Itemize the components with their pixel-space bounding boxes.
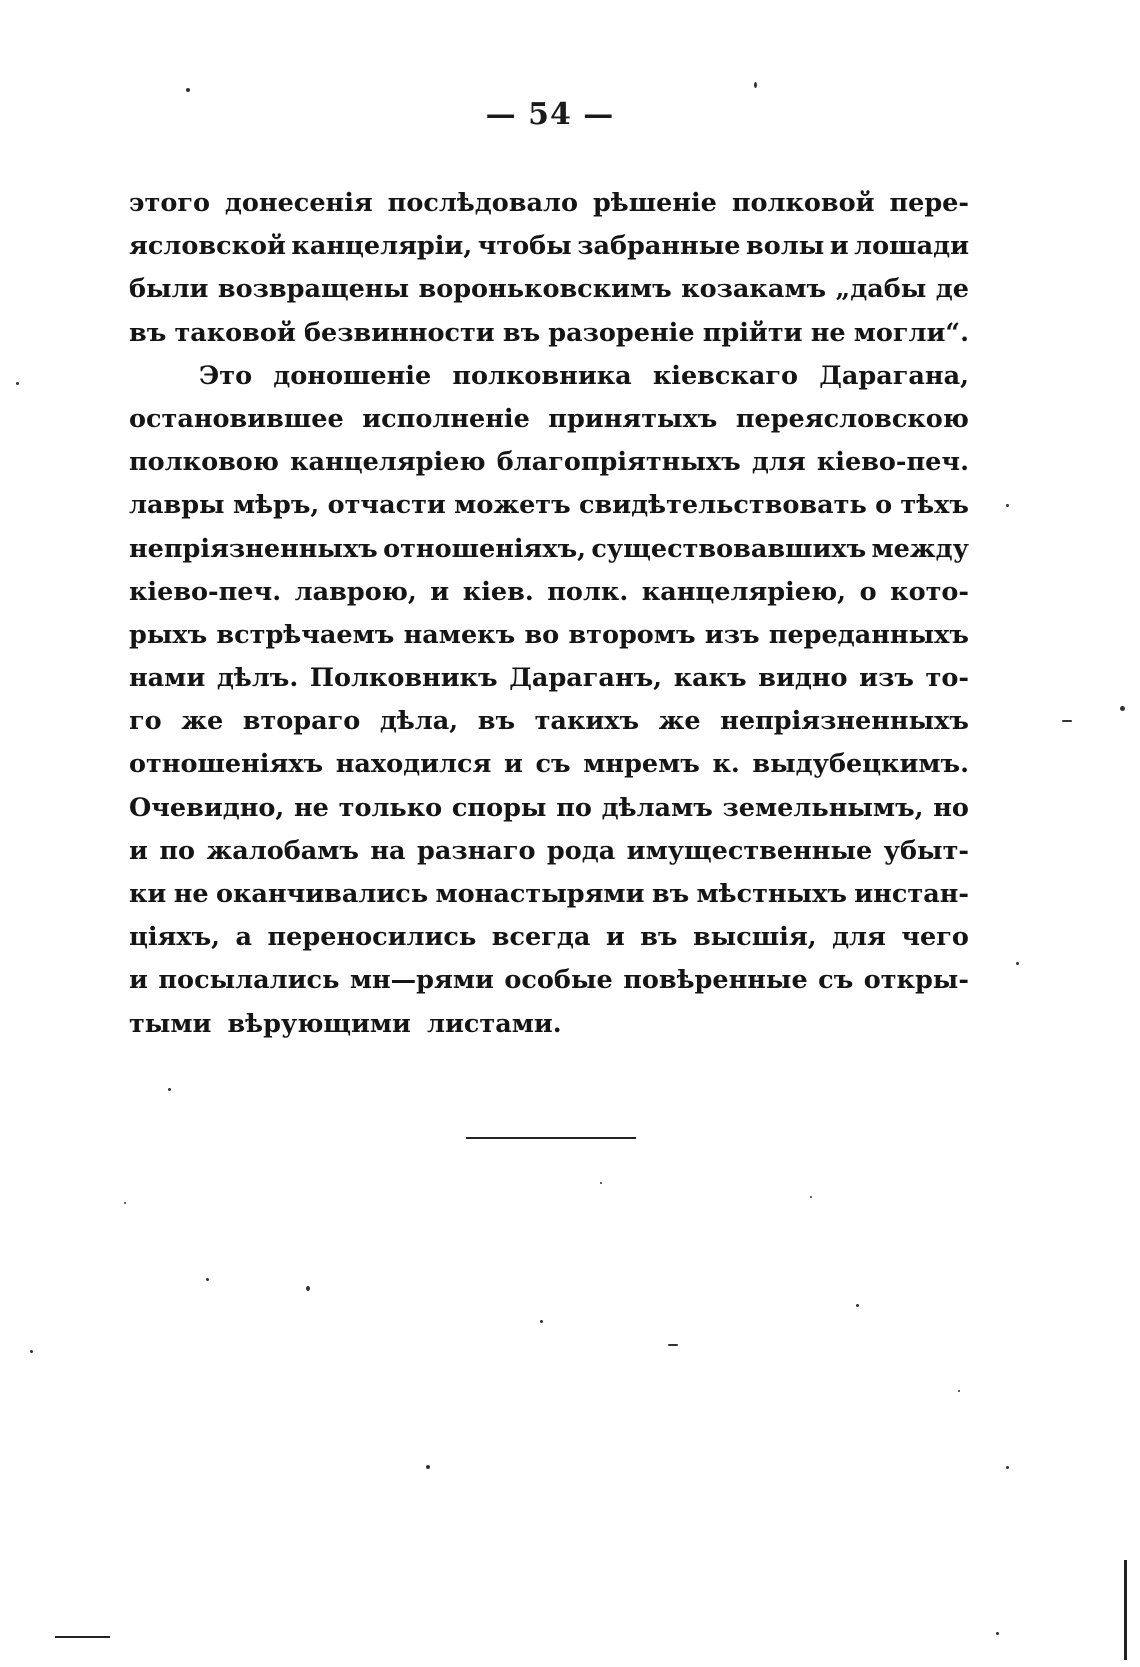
scan-speck [754,82,757,88]
word: нами [129,663,206,694]
word: тѣхъ [900,490,969,521]
word: то- [925,663,969,694]
word: свидѣтельствовать [578,490,867,521]
word: исполненіе [362,403,530,434]
text-line [129,830,969,873]
text-line [129,873,969,916]
text-line [129,441,969,484]
text-line [129,355,969,398]
word: чтобы [477,231,572,262]
scan-speck [1006,504,1009,507]
text-line [129,225,969,268]
word: полковою [129,447,279,478]
word: встрѣчаемъ [216,619,395,650]
scan-speck [16,382,19,385]
word: Дарагана, [819,360,969,391]
scan-speck [1062,720,1072,722]
word: лавры [129,490,225,521]
word: де [935,274,969,305]
word: для [832,922,886,953]
text-line [129,700,969,743]
word: втораго [242,706,361,737]
word: ціяхъ, [129,922,221,953]
scan-speck [810,1196,812,1198]
scan-speck [958,1390,960,1392]
word: рода [546,835,616,866]
scan-edge-shadow [1124,1560,1127,1660]
word: имущественные [626,835,873,866]
scan-speck [540,1320,543,1323]
word: ки [129,879,167,909]
word: изъ [704,619,760,650]
word: лошади [854,231,969,262]
word: во [524,619,560,650]
word: же [181,706,224,737]
word: но [933,792,969,823]
word: могли“. [853,317,969,348]
word: убыт- [883,835,969,866]
word: изъ [859,663,914,694]
body-text [129,182,969,1046]
word: козакамъ [681,274,827,305]
text-line [129,959,969,1002]
word: съ [535,749,571,780]
word: Дараганъ, [509,663,663,694]
word: чего [901,922,969,953]
word: всегда [491,922,591,953]
word: не [294,792,329,823]
scan-speck [1006,1466,1009,1469]
word: кіево-печ. [816,447,969,478]
word: дѣламъ [601,792,713,823]
word: переносились [267,922,477,953]
text-line [129,398,969,441]
word: въ [477,706,516,737]
word: вѣрующими [227,1008,411,1039]
scan-margin-mark [55,1636,110,1638]
word: дѣла, [379,706,459,737]
word: въ [640,922,678,953]
word: листами. [426,1008,562,1039]
word: принятыхъ [548,403,718,434]
scan-speck [426,1465,430,1469]
word: рыхъ [129,619,208,650]
word: и [129,965,148,996]
word: а [235,922,253,953]
scan-speck [30,1350,33,1353]
word: рѣшеніе [592,188,717,218]
word: разнаго [417,835,536,866]
word: посылались [158,965,340,996]
scan-speck [856,1304,859,1307]
word: повѣренные [623,965,808,996]
word: какъ [673,663,747,694]
word: кото- [890,576,969,607]
scan-speck [1016,962,1019,965]
word: такихъ [534,706,640,737]
word: таковой [174,317,296,348]
scan-speck [168,1088,171,1091]
word: намекъ [403,619,516,650]
word: о [875,490,893,521]
text-line [129,484,969,527]
word: Очевидно, [129,792,285,823]
word: отношеніяхъ [129,749,324,780]
word: для [751,447,806,478]
scan-speck [206,1278,209,1281]
word: канцеляріею, [641,576,847,607]
word: разореніе [548,317,695,348]
word: монастырями [435,879,645,909]
word: по [556,792,592,823]
word: лаврою, [294,576,417,607]
word: отчасти [327,490,446,521]
word: въ [129,317,167,348]
word: прійти [702,317,803,348]
word: непріязненныхъ [129,533,378,564]
word: же [658,706,701,737]
word: переясловскою [735,403,969,434]
text-line [129,571,969,614]
word: „дабы [835,274,927,305]
word: кіево-печ. [129,576,282,607]
word: дѣлъ. [216,663,299,694]
word: инстан- [854,879,969,909]
word: мѣстныхъ [696,879,847,909]
word: жалобамъ [206,835,359,866]
word: существовавшихъ [591,533,867,564]
word: были [129,274,209,305]
word: к. [712,749,740,780]
text-line [129,1003,969,1046]
word: полковой [731,188,875,218]
word: можетъ [454,490,571,521]
word: особые [504,965,613,996]
word: оканчивались [215,879,429,909]
word: волы [746,231,825,262]
text-line [129,312,969,355]
word: кіевскаго [652,360,799,391]
word: по [159,835,196,866]
word: о [859,576,877,607]
word: между [871,533,969,564]
word: ясловской [129,231,286,262]
word: канцеляріи, [291,231,473,262]
text-line [129,657,969,700]
text-line [129,787,969,830]
word: благопріятныхъ [496,447,741,478]
scan-speck [124,1202,126,1204]
word: второмъ [568,619,696,650]
text-line [129,743,969,786]
word: полковника [452,360,632,391]
word: Это [199,360,253,391]
text-line [129,916,969,959]
word: пере- [889,188,969,218]
word: и [605,922,625,953]
page-number: — 54 — [485,97,615,132]
text-line [129,528,969,571]
word: видно [758,663,848,694]
word: мн—рями [349,965,494,996]
word: Полковникъ [309,663,498,694]
word: земельнымъ, [722,792,924,823]
word: споры [451,792,547,823]
word: донесенія [224,188,373,218]
word: и [129,835,148,866]
word: вороньковскимъ [418,274,672,305]
word: съ [818,965,854,996]
word: канцеляріею [290,447,486,478]
word: безвинности [303,317,495,348]
word: въ [502,317,541,348]
word: и [430,576,450,607]
word: не [173,879,209,909]
word: послѣдовало [387,188,579,218]
text-line [129,614,969,657]
scan-speck [186,88,190,92]
text-line [129,182,969,225]
word: откры- [863,965,969,996]
word: и [829,231,849,262]
word: переданныхъ [768,619,969,650]
word: отношеніяхъ, [383,533,587,564]
word: остановившее [129,403,344,434]
word: полк. [547,576,629,607]
scan-speck [1120,706,1125,711]
scan-speck [668,1344,678,1346]
word: мнремъ [583,749,700,780]
word: этого [129,188,210,218]
word: доношеніе [273,360,432,391]
word: кіев. [462,576,534,607]
word: мѣръ, [232,490,320,521]
word: въ [651,879,690,909]
word: выдубецкимъ. [752,749,969,780]
word: на [370,835,406,866]
word: не [810,317,846,348]
scan-speck [600,1182,602,1184]
word: высшія, [692,922,817,953]
word: непріязненныхъ [720,706,969,737]
scan-speck [996,1632,999,1635]
word: го [129,706,162,737]
word: забранные [577,231,741,262]
word: возвращены [217,274,410,305]
section-separator-rule [466,1137,636,1139]
word: только [338,792,443,823]
word: находился [335,749,492,780]
scan-speck [306,1286,310,1291]
word: тыми [129,1008,212,1039]
text-line [129,268,969,311]
word: и [503,749,523,780]
